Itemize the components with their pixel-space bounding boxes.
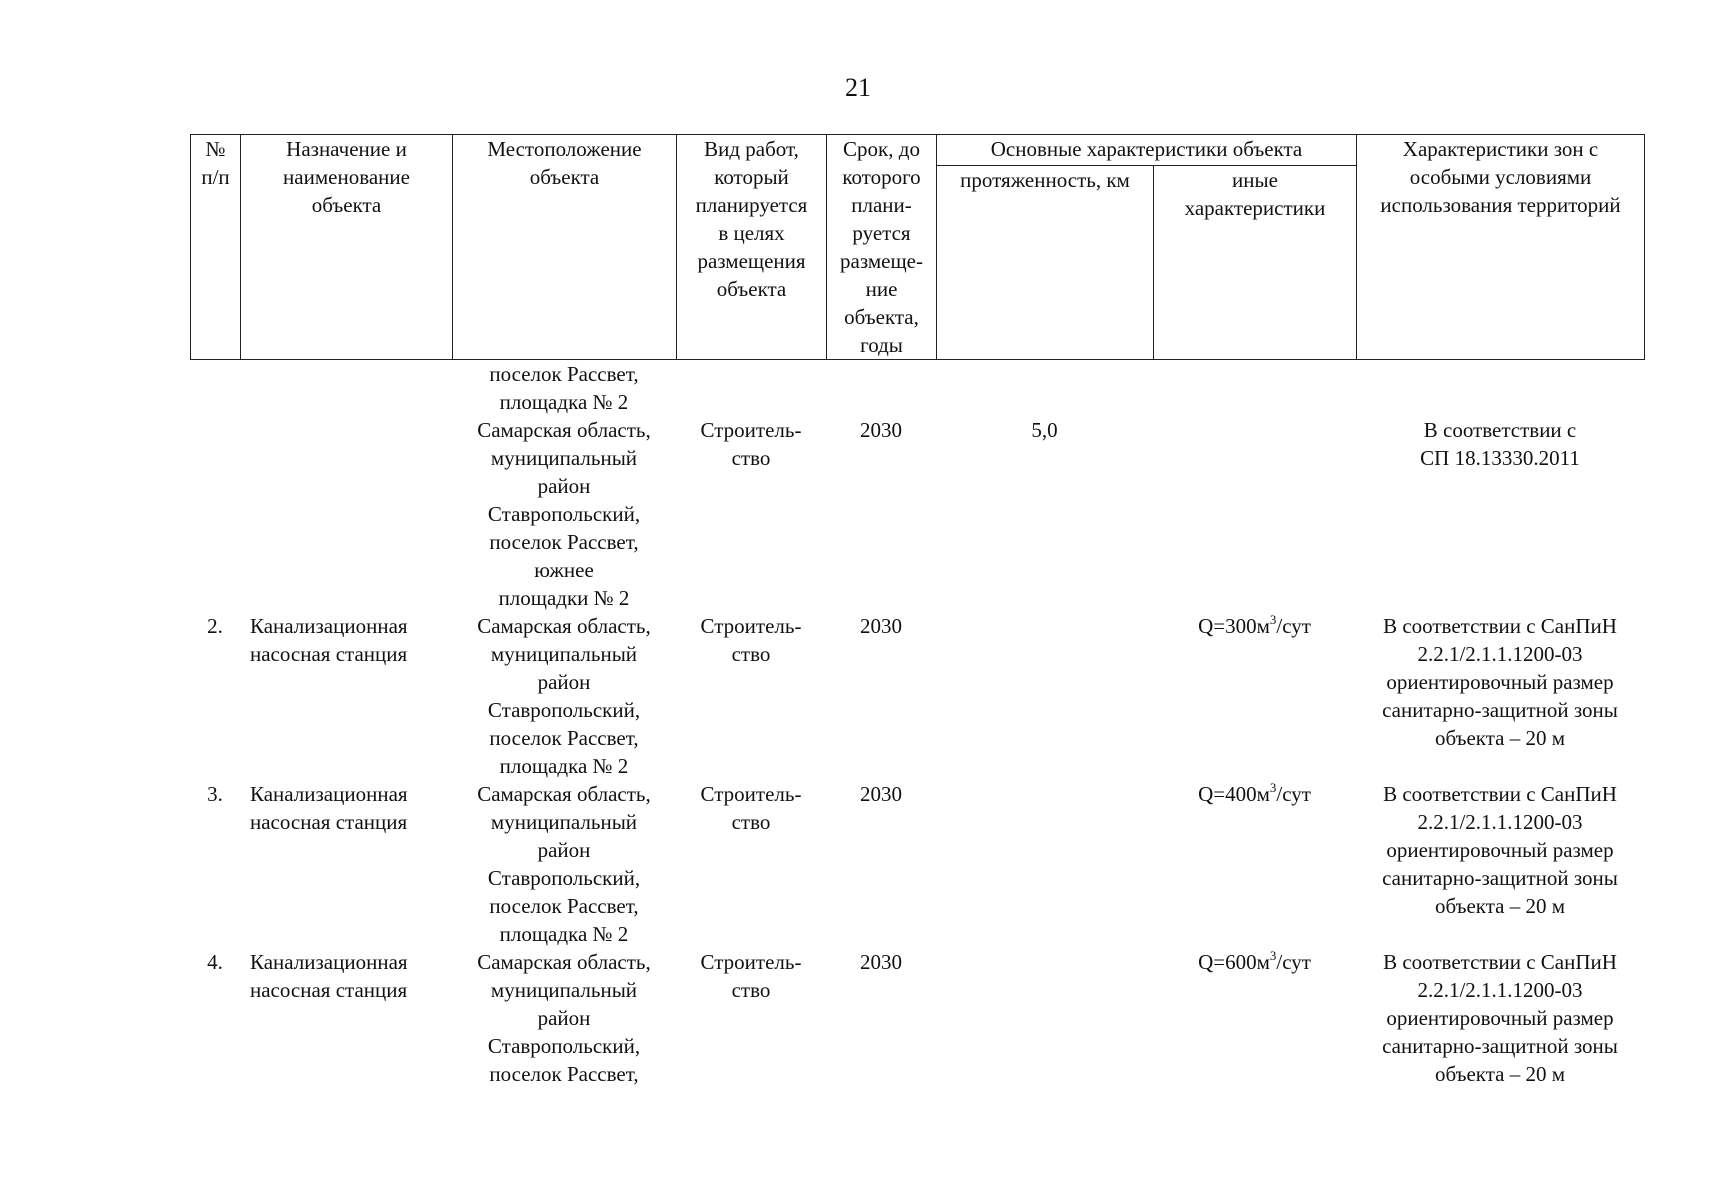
location-line: площадки № 2 [498, 586, 630, 610]
header-other-line: иные [1232, 168, 1278, 192]
name-line: Канализационная [250, 614, 408, 638]
work-line: ство [731, 978, 771, 1002]
zone-line: 2.2.1/2.1.1.1200-03 [1417, 642, 1583, 666]
cell-other [1153, 416, 1356, 612]
zone-line: санитарно-защитной зоны [1382, 698, 1618, 722]
work-line: Строитель- [700, 614, 802, 638]
header-other-line: характеристики [1184, 196, 1326, 220]
cell-length [936, 948, 1153, 1088]
cell-work [676, 948, 826, 1088]
header-name-line: Назначение и [286, 137, 407, 161]
header-zones-line: особыми условиями [1409, 165, 1592, 189]
location-line: муниципальный [490, 810, 638, 834]
name-line: Канализационная [250, 950, 408, 974]
cell-name [240, 948, 452, 1088]
header-zones-line: Характеристики зон с [1402, 137, 1599, 161]
table-row [190, 416, 1644, 612]
header-name [241, 135, 453, 360]
cell-zone [1356, 948, 1644, 1088]
cell-other [1153, 780, 1356, 948]
header-work-line: планируется [695, 193, 808, 217]
header-term-line: плани- [851, 193, 912, 217]
cell-num: 3. [207, 782, 223, 806]
location-line: Ставропольский, [487, 698, 641, 722]
zone-line: ориентировочный размер [1386, 670, 1614, 694]
table-header [190, 134, 1645, 360]
capacity-unit: /сут [1276, 782, 1311, 806]
name-line: насосная станция [250, 810, 408, 834]
cell-year: 2030 [860, 614, 902, 638]
cell-num [190, 360, 240, 416]
location-line: поселок Рассвет, [489, 362, 639, 386]
header-term-line: годы [860, 333, 903, 357]
header-name-line: объекта [311, 193, 382, 217]
zone-line: объекта – 20 м [1434, 726, 1566, 750]
cell-name [240, 780, 452, 948]
zone-line: ориентировочный размер [1386, 1006, 1614, 1030]
header-location-line: объекта [529, 165, 600, 189]
cell-year: 2030 [860, 950, 902, 974]
location-line: Самарская область, [477, 782, 651, 806]
header-name-line: наименование [283, 165, 410, 189]
location-line: поселок Рассвет, [489, 530, 639, 554]
header-term-line: которого [842, 165, 921, 189]
capacity-value: Q=300м [1198, 614, 1270, 638]
work-line: Строитель- [700, 950, 802, 974]
cell-location [452, 360, 676, 416]
location-line: площадка № 2 [499, 922, 629, 946]
zone-line: 2.2.1/2.1.1.1200-03 [1417, 978, 1583, 1002]
cell-length [936, 612, 1153, 780]
work-line: Строитель- [700, 418, 802, 442]
cell-num: 4. [207, 950, 223, 974]
header-work-line: объекта [716, 277, 787, 301]
location-line: Ставропольский, [487, 502, 641, 526]
location-line: район [537, 670, 591, 694]
location-line: муниципальный [490, 642, 638, 666]
cell-name [240, 612, 452, 780]
cell-work [676, 416, 826, 612]
header-work-line: в целях [718, 221, 785, 245]
table-row [190, 948, 1644, 1088]
location-line: южнее [534, 558, 594, 582]
header-work [677, 135, 827, 360]
zone-line: санитарно-защитной зоны [1382, 866, 1618, 890]
name-line: Канализационная [250, 782, 408, 806]
header-other [1154, 166, 1357, 360]
cell-other [1153, 612, 1356, 780]
location-line: Ставропольский, [487, 866, 641, 890]
zone-line: В соответствии с СанПиН [1383, 950, 1617, 974]
work-line: Строитель- [700, 782, 802, 806]
cell-work [676, 612, 826, 780]
cell-length [936, 780, 1153, 948]
name-line: насосная станция [250, 978, 408, 1002]
name-line: насосная станция [250, 642, 408, 666]
capacity-exponent: 3 [1269, 948, 1277, 963]
header-work-line: который [714, 165, 789, 189]
cell-location [452, 416, 676, 612]
header-term-line: размеще- [840, 249, 923, 273]
table-body [190, 360, 1644, 1088]
capacity-unit: /сут [1276, 950, 1311, 974]
location-line: поселок Рассвет, [489, 894, 639, 918]
location-line: площадка № 2 [499, 390, 629, 414]
cell-num [190, 416, 240, 612]
location-line: район [537, 474, 591, 498]
capacity-value: Q=600м [1198, 950, 1270, 974]
cell-name [240, 360, 452, 416]
cell-year: 2030 [860, 418, 902, 442]
zone-line: объекта – 20 м [1434, 894, 1566, 918]
cell-length: 5,0 [1031, 418, 1058, 442]
capacity-value: Q=400м [1198, 782, 1270, 806]
header-term-line: руется [852, 221, 911, 245]
header-num [191, 135, 241, 360]
work-line: ство [731, 810, 771, 834]
header-num-line: п/п [201, 165, 230, 189]
header-length: протяженность, км [937, 166, 1154, 360]
capacity-unit: /сут [1276, 614, 1311, 638]
zone-line: 2.2.1/2.1.1.1200-03 [1417, 810, 1583, 834]
location-line: поселок Рассвет, [489, 726, 639, 750]
cell-name [240, 416, 452, 612]
cell-location [452, 948, 676, 1088]
table-row-continuation [190, 360, 1644, 416]
header-num-line: № [205, 137, 226, 161]
cell-zone [1356, 612, 1644, 780]
zone-line: В соответствии с СанПиН [1383, 782, 1617, 806]
header-term [827, 135, 937, 360]
capacity-exponent: 3 [1269, 780, 1277, 795]
header-work-line: размещения [697, 249, 806, 273]
work-line: ство [731, 446, 771, 470]
location-line: Самарская область, [477, 418, 651, 442]
cell-other [1153, 948, 1356, 1088]
work-line: ство [731, 642, 771, 666]
cell-year: 2030 [860, 782, 902, 806]
location-line: Ставропольский, [487, 1034, 641, 1058]
location-line: поселок Рассвет, [489, 1062, 639, 1086]
header-work-line: Вид работ, [704, 137, 799, 161]
cell-location [452, 612, 676, 780]
header-zones-line: использования территорий [1380, 193, 1621, 217]
location-line: муниципальный [490, 446, 638, 470]
zone-line: В соответствии с СанПиН [1383, 614, 1617, 638]
capacity-exponent: 3 [1269, 612, 1277, 627]
header-term-line: Срок, до [843, 137, 920, 161]
zone-line: СП 18.13330.2011 [1420, 446, 1580, 470]
header-location [453, 135, 677, 360]
location-line: муниципальный [490, 978, 638, 1002]
table-row [190, 780, 1644, 948]
cell-work [676, 780, 826, 948]
header-zones [1357, 135, 1645, 360]
location-line: район [537, 838, 591, 862]
header-term-line: объекта, [844, 305, 919, 329]
cell-location [452, 780, 676, 948]
location-line: район [537, 1006, 591, 1030]
zone-line: санитарно-защитной зоны [1382, 1034, 1618, 1058]
cell-zone [1356, 416, 1644, 612]
cell-num: 2. [207, 614, 223, 638]
zone-line: ориентировочный размер [1386, 838, 1614, 862]
zone-line: В соответствии с [1423, 418, 1577, 442]
location-line: Самарская область, [477, 614, 651, 638]
cell-zone [1356, 780, 1644, 948]
header-main-characteristics: Основные характеристики объекта [937, 135, 1357, 166]
zone-line: объекта – 20 м [1434, 1062, 1566, 1086]
header-location-line: Местоположение [487, 137, 642, 161]
location-line: Самарская область, [477, 950, 651, 974]
location-line: площадка № 2 [499, 754, 629, 778]
page-number: 21 [845, 73, 871, 102]
table-row [190, 612, 1644, 780]
header-term-line: ние [865, 277, 898, 301]
